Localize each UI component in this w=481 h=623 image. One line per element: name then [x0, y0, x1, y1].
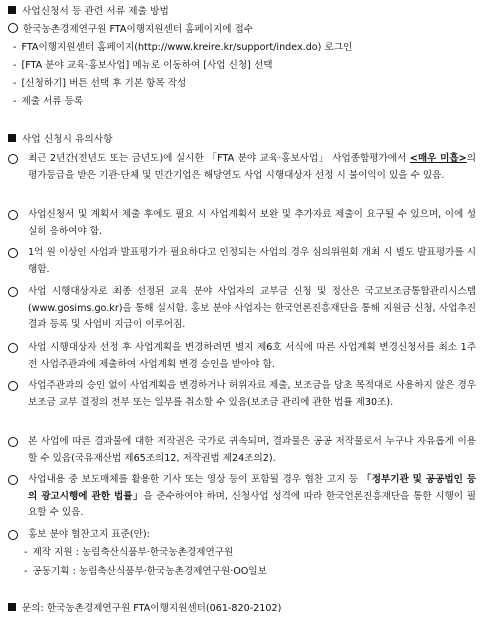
notice-item: 최근 2년간(전년도 또는 금년도)에 실시한 「FTA 분야 교육·홍보사업」 사업종합평가에서 <매우 미흡>의 평가등급을 받은 기관·단체 및 민간기업은 해당연도 사업 시행대상자 선정 시 불이익이 있을 수 있음.: [8, 151, 476, 203]
section1-lead: 한국농촌경제연구원 FTA이행지원센터 홈페이지에 접수: [8, 22, 253, 37]
sponsor-line: - 공동기획 : 농림축산식품부·한국농촌경제연구원·OO일보: [24, 566, 267, 577]
section1-title: 사업신청서 등 관련 서류 제출 방법: [22, 6, 169, 17]
notice-item: 사업 시행대상자 선정 후 사업계획을 변경하려면 별지 제6호 서식에 따른 사업계획 변경신청서를 최소 1주 전 사업주관과에 제출하여 사업계획 변경 승인을 받아야 함.: [8, 340, 476, 374]
sponsor-line: - 제작 지원 : 농림축산식품부·한국농촌경제연구원: [24, 547, 234, 558]
contact-line: 문의: 한국농촌경제연구원 FTA이행지원센터(061-820-2102): [8, 601, 281, 616]
notice-item: 사업내용 중 보도매체를 활용한 기사 또는 영상 등이 포함될 경우 협찬 고지 등 「정부기관 및 공공법인 등의 광고시행에 관한 법률」을 준수하여야 하며, 신청사업 성격에 따라 한국언론진흥재단을 통한 시행이 필요할 수 있음.: [8, 472, 476, 524]
section1-step: - [신청하기] 버튼 선택 후 기본 항목 작성: [13, 78, 187, 89]
section2-title: 사업 신청시 유의사항: [22, 134, 113, 145]
notice-item: 1억 원 이상인 사업과 발표평가가 필요하다고 인정되는 사업의 경우 심의위원회 개최 시 별도 발표평가를 시행함.: [8, 245, 476, 279]
circle-bullet-icon: [8, 154, 18, 164]
circle-bullet-icon: [8, 475, 18, 485]
circle-bullet-icon: [8, 287, 18, 297]
circle-bullet-icon: [8, 343, 18, 353]
notice-item: 홍보 분야 협찬고지 표준(안):: [8, 527, 476, 544]
section2-heading: [8, 132, 113, 147]
notice-item: 사업주관과의 승인 없이 사업계획을 변경하거나 허위자료 제출, 보조금을 당초 목적대로 사용하지 않은 경우 보조금 교부 결정의 전부 또는 일부를 취소할 수 있음(보조금 관리에 관한 법률 제30조).: [8, 378, 476, 430]
square-bullet-icon: [8, 603, 16, 611]
notice-item: 본 사업에 따른 결과물에 대한 저작권은 국가로 귀속되며, 결과물은 공공 저작물로서 누구나 자유롭게 이용할 수 있음(국유재산법 제65조의12, 저작권법 제24조의2).: [8, 434, 476, 468]
circle-bullet-icon: [8, 248, 18, 258]
notice-item: 사업 시행대상자로 최종 선정된 교육 분야 사업자의 교부금 신청 및 정산은 국고보조금통합관리시스템(www.gosims.go.kr)을 통해 실시함. 홍보 분야 사업자는 한국언론진흥재단을 통해 지원금 신청, 사업추진 결과 등록 및 사업비 지급이 이루어짐.: [8, 284, 476, 336]
square-bullet-icon: [8, 134, 16, 142]
section1-step: - [FTA 분야 교육·홍보사업] 메뉴로 이동하여 [사업 신청] 선택: [13, 60, 273, 71]
circle-bullet-icon: [8, 381, 18, 391]
section1-step: - FTA이행지원센터 홈페이지(http://www.kreire.kr/support/index.do) 로그인: [13, 42, 353, 53]
notice-item: 사업신청서 및 계획서 제출 후에도 필요 시 사업계획서 보완 및 추가자료 제출이 요구될 수 있으며, 이에 성실히 응하여야 함.: [8, 207, 476, 241]
section1-heading: [8, 4, 169, 19]
circle-bullet-icon: [8, 530, 18, 540]
circle-bullet-icon: [8, 437, 18, 447]
circle-bullet-icon: [8, 210, 18, 220]
circle-bullet-icon: [8, 23, 18, 33]
square-bullet-icon: [8, 6, 16, 14]
section1-step: - 제출 서류 등록: [13, 96, 84, 107]
